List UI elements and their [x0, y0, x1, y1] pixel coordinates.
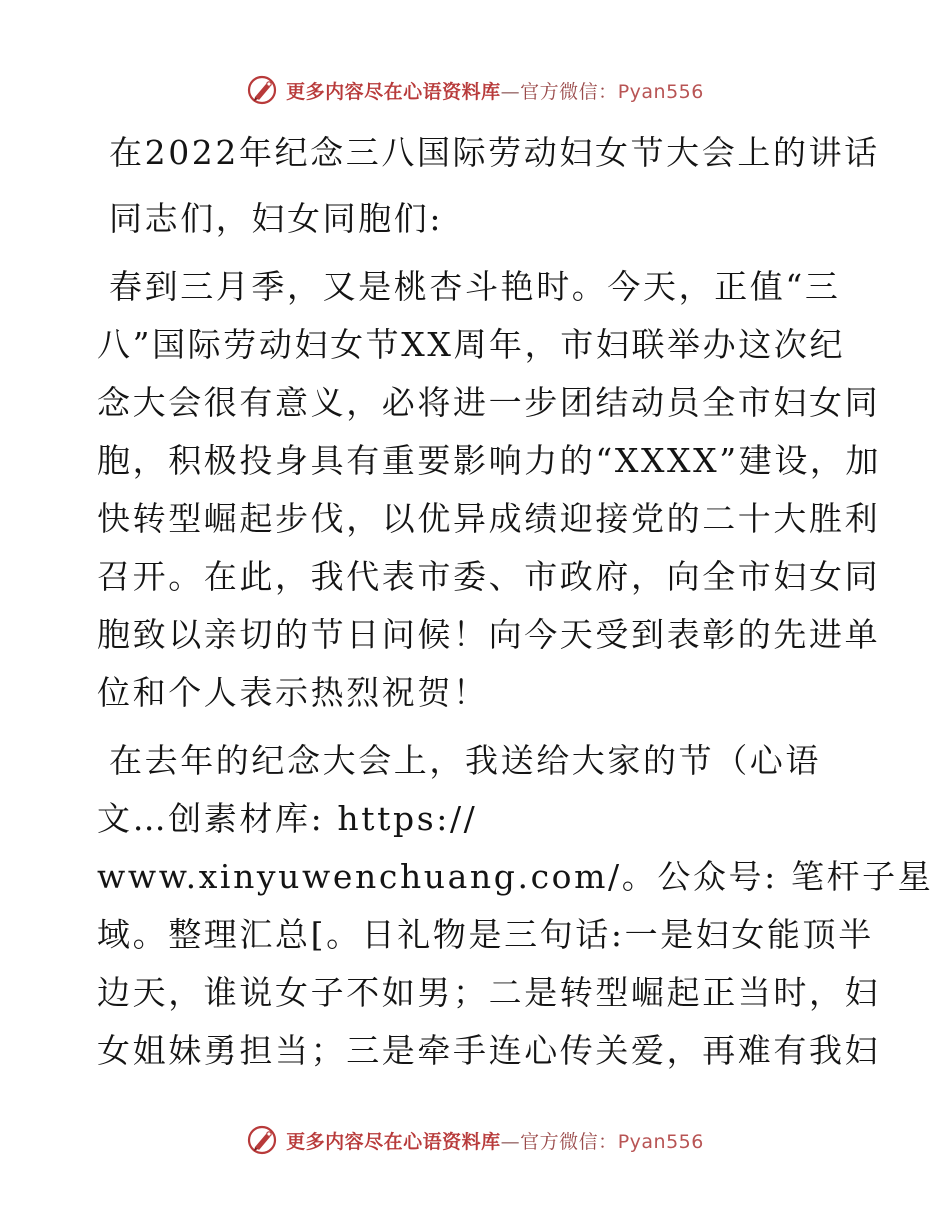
salutation: 同志们，妇女同胞们: [109, 199, 444, 238]
paragraph-1 [97, 258, 882, 722]
paragraph-line: 域。整理汇总[。日礼物是三句话:一是妇女能顶半 [97, 915, 874, 954]
pen-logo-icon [246, 74, 278, 106]
watermark-dash: — [500, 80, 521, 103]
paragraph-line: 女姐妹勇担当；三是牵手连心传关爱，再难有我妇 [97, 1031, 881, 1070]
paragraph-line: www.xinyuwenchuang.com/。公众号: 笔杆子星 [97, 857, 934, 896]
watermark-wechat-id: Pyan556 [617, 1130, 704, 1153]
watermark-label: 官方微信： [520, 1130, 618, 1153]
paragraph-line: 胞，积极投身具有重要影响力的“XXXX”建设，加 [97, 441, 882, 480]
paragraph-line: 春到三月季，又是桃杏斗艳时。今天，正值“三 [109, 267, 841, 306]
footer-watermark [0, 1122, 950, 1158]
watermark-text [286, 1127, 704, 1154]
paragraph-line: 念大会很有意义，必将进一步团结动员全市妇女同 [97, 383, 881, 422]
pen-logo-icon [246, 1124, 278, 1156]
paragraph-line: 快转型崛起步伐，以优异成绩迎接党的二十大胜利 [97, 499, 881, 538]
paragraph-line: 位和个人表示热烈祝贺！ [97, 673, 489, 712]
watermark-brand: 更多内容尽在心语资料库 [286, 1130, 501, 1153]
watermark-brand: 更多内容尽在心语资料库 [286, 80, 501, 103]
paragraph-line: 文…创素材库: https:// [97, 799, 478, 838]
paragraph-line: 胞致以亲切的节日问候！向今天受到表彰的先进单 [97, 615, 881, 654]
paragraph-line: 召开。在此，我代表市委、市政府，向全市妇女同 [97, 557, 881, 596]
document-title: 在2022年纪念三八国际劳动妇女节大会上的讲话 [109, 133, 880, 172]
paragraph-2 [97, 732, 934, 1080]
watermark-label: 官方微信： [520, 80, 618, 103]
document-body [97, 124, 934, 1080]
watermark-wechat-id: Pyan556 [617, 80, 704, 103]
header-watermark [0, 72, 950, 108]
paragraph-line: 在去年的纪念大会上，我送给大家的节（心语 [109, 741, 821, 780]
paragraph-line: 边天，谁说女子不如男；二是转型崛起正当时，妇 [97, 973, 881, 1012]
watermark-dash: — [500, 1130, 521, 1153]
watermark-text [286, 77, 704, 104]
paragraph-line: 八”国际劳动妇女节XX周年，市妇联举办这次纪 [97, 325, 846, 364]
